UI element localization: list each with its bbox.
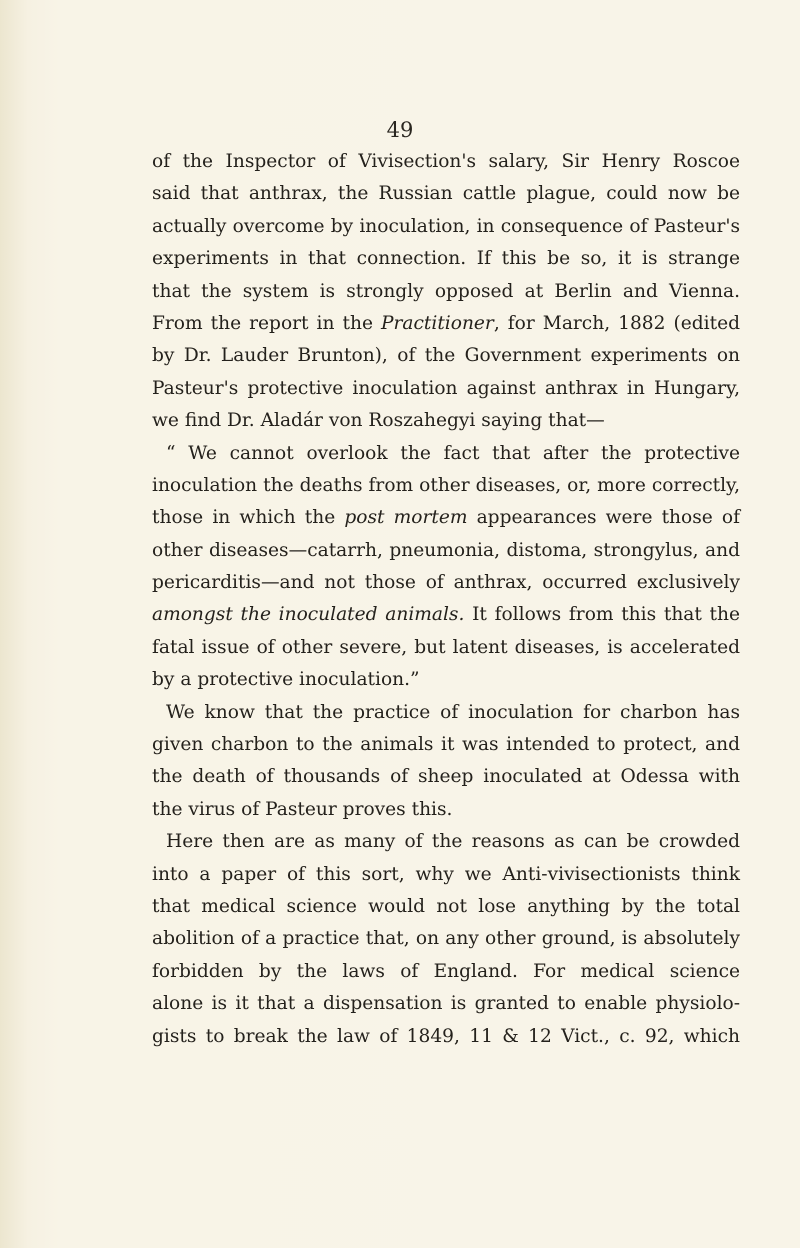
text-segment: It follows from this that the bbox=[464, 604, 740, 626]
text-line: actually overcome by inoculation, in consequence of Pasteur's bbox=[152, 215, 740, 237]
text-line: into a paper of this sort, why we Anti-vivisectionists think bbox=[152, 863, 740, 885]
text-segment: From the report in the bbox=[152, 312, 382, 334]
text-line: alone is it that a dispensation is granted to enable physiolo- bbox=[152, 993, 740, 1015]
text-line: the virus of Pasteur proves this. bbox=[152, 798, 453, 820]
text-line: the death of thousands of sheep inoculated at Odessa with bbox=[152, 766, 740, 788]
italic-phrase: amongst the inoculated animals. bbox=[152, 604, 465, 626]
text-line: Pasteur's protective inoculation against anthrax in Hungary, bbox=[152, 377, 740, 399]
text-line bbox=[152, 502, 740, 534]
text-line: experiments in that connection. If this be so, it is strange bbox=[152, 248, 740, 270]
text-segment: , for March, 1882 (edited bbox=[493, 312, 740, 334]
text-line: that medical science would not lose anything by the total bbox=[152, 895, 740, 917]
text-line bbox=[152, 308, 740, 340]
text-line: gists to break the law of 1849, 11 & 12 Vict., c. 92, which bbox=[152, 1025, 740, 1047]
text-line: we find Dr. Aladár von Roszahegyi saying that— bbox=[152, 410, 605, 432]
paragraph-start-line: We know that the practice of inoculation for charbon has bbox=[166, 701, 740, 723]
text-line: by a protective inoculation.” bbox=[152, 669, 420, 691]
text-line: other diseases—catarrh, pneumonia, distoma, strongylus, and bbox=[152, 539, 740, 561]
text-line: fatal issue of other severe, but latent diseases, is accelerated bbox=[152, 636, 740, 658]
italic-phrase: post mortem bbox=[344, 507, 468, 529]
text-line: pericarditis—and not those of anthrax, occurred exclusively bbox=[152, 572, 740, 594]
italic-title: Practitioner bbox=[381, 312, 494, 334]
page-number: 49 bbox=[386, 118, 414, 142]
text-line: forbidden by the laws of England. For medical science bbox=[152, 960, 740, 982]
quote-line: “ We cannot overlook the fact that after the protective bbox=[166, 442, 740, 464]
text-line: of the Inspector of Vivisection's salary, Sir Henry Roscoe bbox=[152, 151, 740, 172]
text-line: abolition of a practice that, on any other ground, is absolutely bbox=[152, 928, 740, 950]
body-text bbox=[152, 146, 740, 1053]
paragraph-start-line: Here then are as many of the reasons as can be crowded bbox=[166, 831, 740, 853]
text-segment: those in which the bbox=[152, 507, 345, 529]
text-segment: appearances were those of bbox=[467, 507, 740, 529]
text-line: inoculation the deaths from other diseases, or, more correctly, bbox=[152, 474, 740, 496]
text-line: that the system is strongly opposed at Berlin and Vienna. bbox=[152, 280, 740, 302]
text-line bbox=[152, 599, 740, 631]
text-line: given charbon to the animals it was intended to protect, and bbox=[152, 734, 740, 756]
text-line: said that anthrax, the Russian cattle plague, could now be bbox=[152, 183, 740, 205]
text-line: by Dr. Lauder Brunton), of the Government experiments on bbox=[152, 345, 740, 367]
